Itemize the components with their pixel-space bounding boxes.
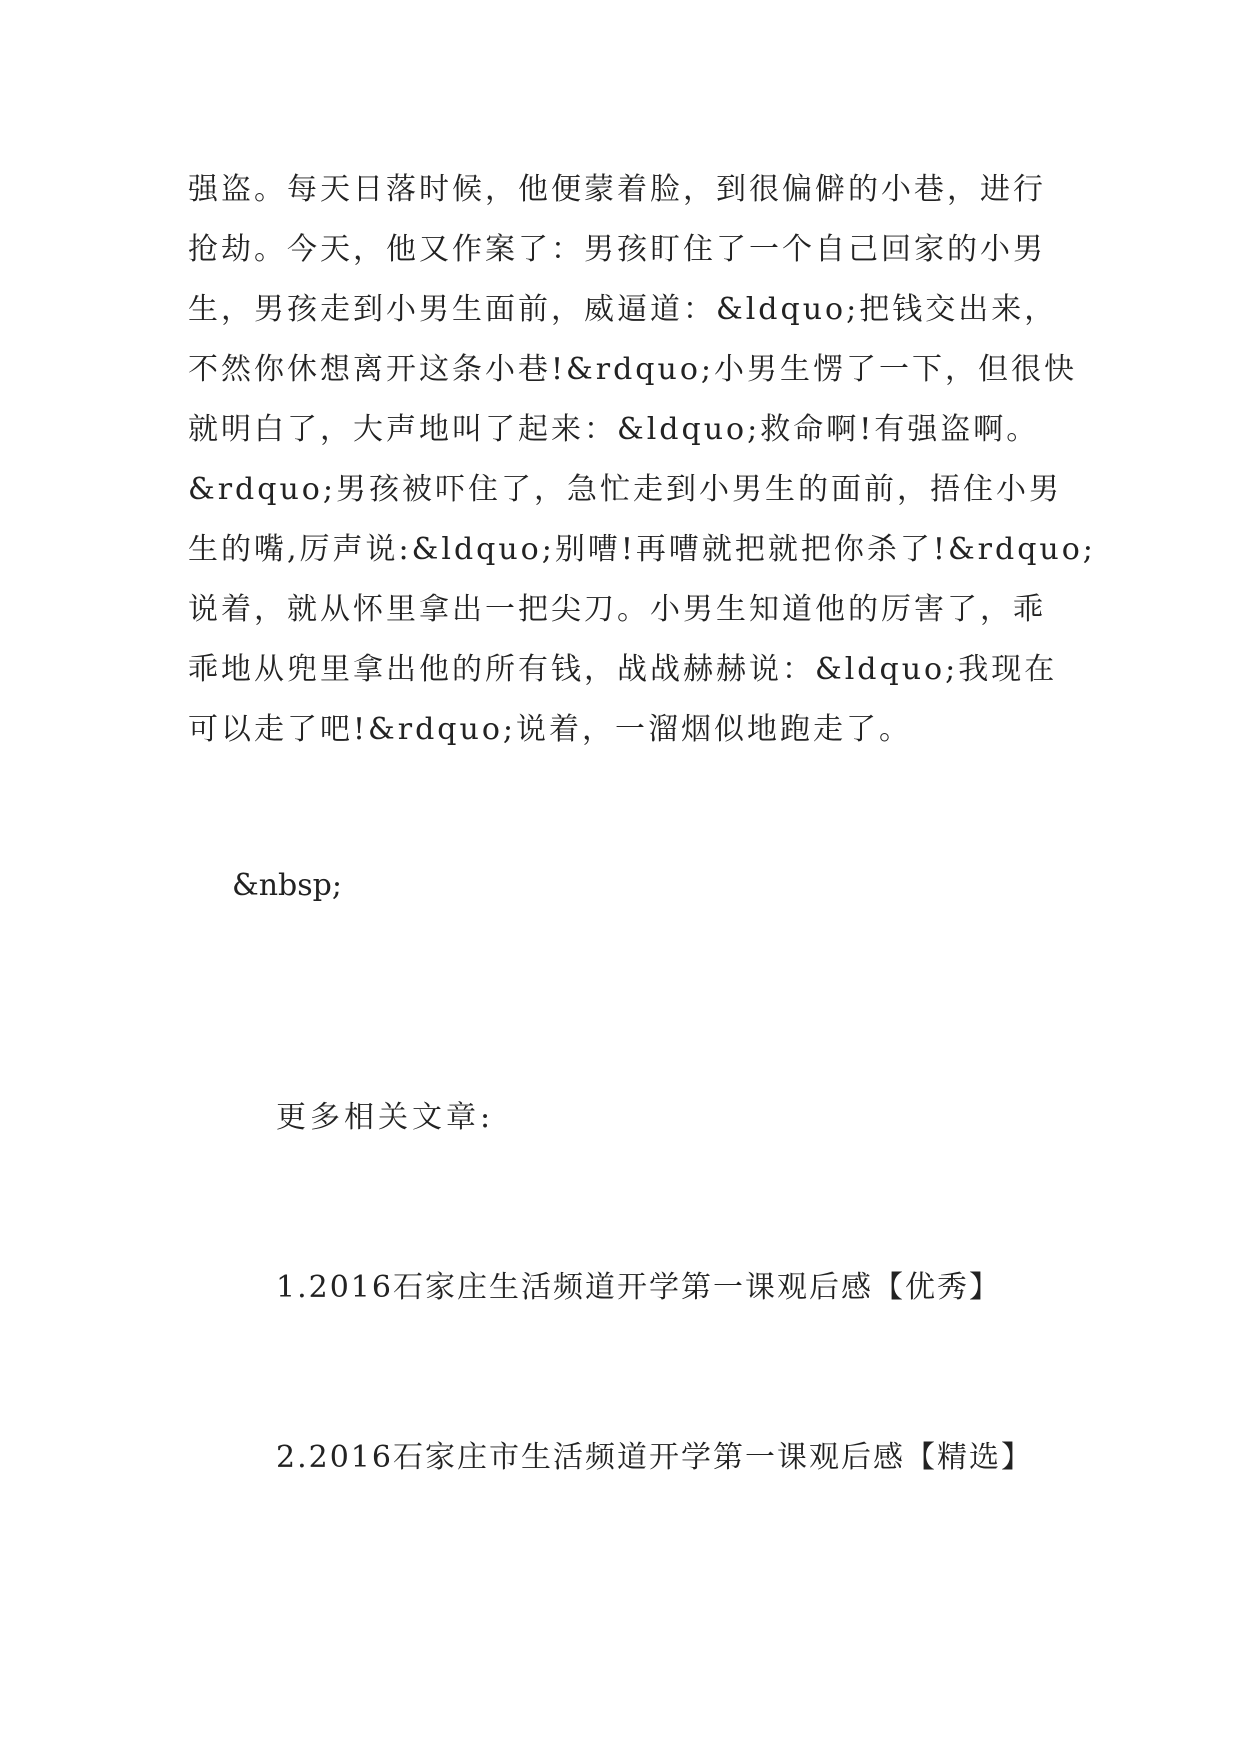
article-line: 乖地从兜里拿出他的所有钱，战战赫赫说：&ldquo;我现在 bbox=[188, 652, 1058, 687]
related-article-link[interactable]: 2.2016石家庄市生活频道开学第一课观后感【精选】 bbox=[276, 1440, 1033, 1475]
article-line: 不然你休想离开这条小巷!&rdquo;小男生愣了一下，但很快 bbox=[188, 352, 1077, 387]
article-line: 生，男孩走到小男生面前，威逼道：&ldquo;把钱交出来， bbox=[188, 292, 1058, 327]
article-line: 生的嘴,厉声说:&ldquo;别嘈!再嘈就把就把你杀了!&rdquo; bbox=[188, 532, 1096, 567]
nbsp-text: &nbsp; bbox=[232, 868, 342, 903]
article-line: 抢劫。今天，他又作案了：男孩盯住了一个自己回家的小男 bbox=[188, 232, 1046, 267]
article-line: 就明白了，大声地叫了起来：&ldquo;救命啊!有强盗啊。 bbox=[188, 412, 1040, 447]
article-body bbox=[188, 160, 1096, 760]
article-line: &rdquo;男孩被吓住了，急忙走到小男生的面前，捂住小男 bbox=[188, 472, 1062, 507]
article-line: 说着，就从怀里拿出一把尖刀。小男生知道他的厉害了，乖 bbox=[188, 592, 1046, 627]
article-line: 强盗。每天日落时候，他便蒙着脸，到很偏僻的小巷，进行 bbox=[188, 172, 1046, 207]
article-line: 可以走了吧!&rdquo;说着，一溜烟似地跑走了。 bbox=[188, 712, 912, 747]
related-article-link[interactable]: 1.2016石家庄生活频道开学第一课观后感【优秀】 bbox=[276, 1270, 1001, 1305]
related-articles-heading: 更多相关文章: bbox=[276, 1100, 495, 1135]
